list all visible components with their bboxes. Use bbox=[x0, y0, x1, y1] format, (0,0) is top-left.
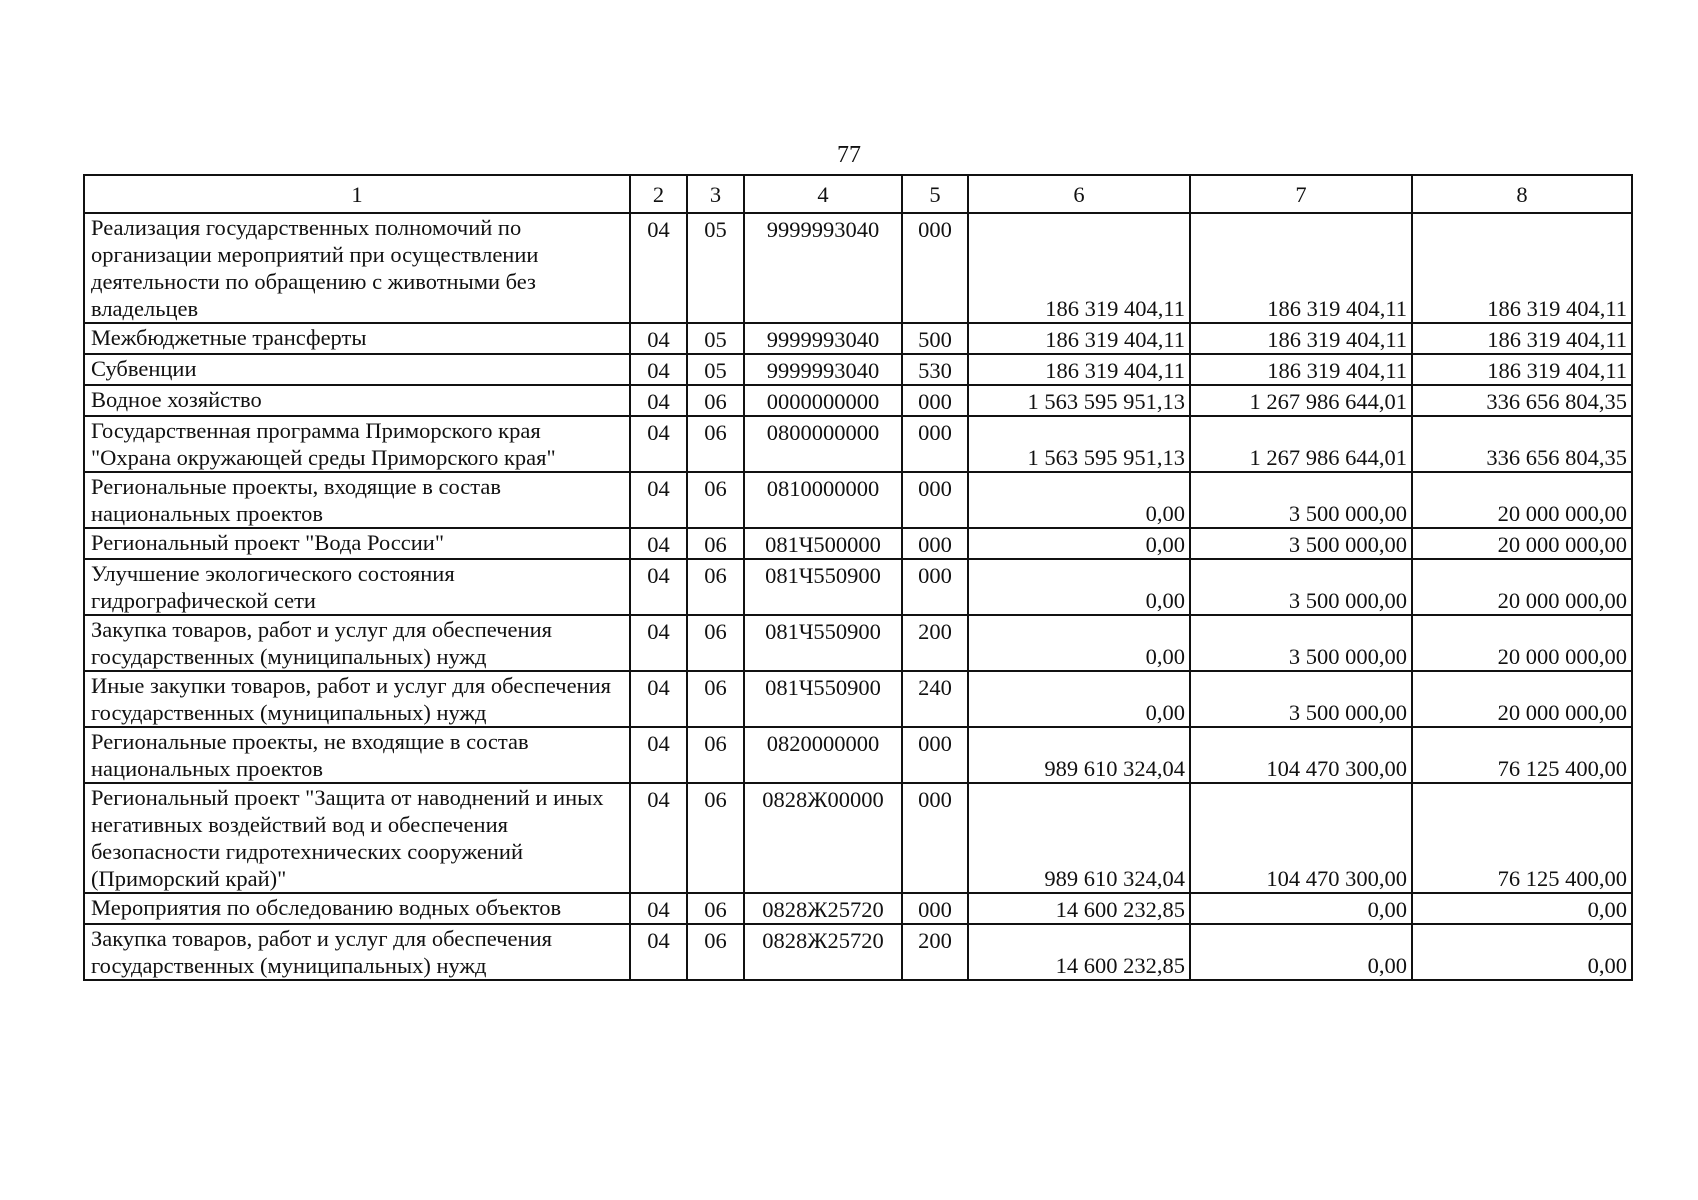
expense-type-code: 000 bbox=[902, 559, 968, 615]
expense-type-code: 240 bbox=[902, 671, 968, 727]
subsection-code: 06 bbox=[687, 893, 744, 924]
subsection-code: 06 bbox=[687, 528, 744, 559]
amount-col-6: 0,00 bbox=[968, 559, 1190, 615]
subsection-code: 05 bbox=[687, 323, 744, 354]
amount-col-6: 1 563 595 951,13 bbox=[968, 385, 1190, 416]
amount-col-6: 0,00 bbox=[968, 671, 1190, 727]
table-row bbox=[84, 559, 1632, 615]
expense-type-code: 530 bbox=[902, 354, 968, 385]
header-row bbox=[84, 175, 1632, 213]
amount-col-8: 20 000 000,00 bbox=[1412, 559, 1632, 615]
amount-col-7: 186 319 404,11 bbox=[1190, 213, 1412, 323]
subsection-code: 06 bbox=[687, 559, 744, 615]
section-code: 04 bbox=[630, 924, 687, 980]
amount-col-6: 0,00 bbox=[968, 472, 1190, 528]
expense-type-code: 000 bbox=[902, 893, 968, 924]
target-code: 081Ч550900 bbox=[744, 671, 902, 727]
target-code: 081Ч550900 bbox=[744, 615, 902, 671]
amount-col-7: 104 470 300,00 bbox=[1190, 727, 1412, 783]
amount-col-7: 3 500 000,00 bbox=[1190, 528, 1412, 559]
section-code: 04 bbox=[630, 323, 687, 354]
target-code: 081Ч550900 bbox=[744, 559, 902, 615]
amount-col-8: 20 000 000,00 bbox=[1412, 671, 1632, 727]
page-number: 77 bbox=[837, 142, 861, 168]
subsection-code: 06 bbox=[687, 671, 744, 727]
amount-col-7: 104 470 300,00 bbox=[1190, 783, 1412, 893]
amount-col-8: 336 656 804,35 bbox=[1412, 416, 1632, 472]
table-row bbox=[84, 472, 1632, 528]
amount-col-7: 3 500 000,00 bbox=[1190, 615, 1412, 671]
expense-type-code: 000 bbox=[902, 783, 968, 893]
amount-col-6: 186 319 404,11 bbox=[968, 323, 1190, 354]
subsection-code: 05 bbox=[687, 354, 744, 385]
expense-type-code: 000 bbox=[902, 385, 968, 416]
expense-type-code: 000 bbox=[902, 727, 968, 783]
row-name: Региональные проекты, входящие в состав национальных проектов bbox=[84, 472, 630, 528]
amount-col-6: 186 319 404,11 bbox=[968, 354, 1190, 385]
section-code: 04 bbox=[630, 385, 687, 416]
amount-col-7: 3 500 000,00 bbox=[1190, 559, 1412, 615]
column-header-2: 2 bbox=[630, 175, 687, 213]
table-row bbox=[84, 783, 1632, 893]
amount-col-7: 1 267 986 644,01 bbox=[1190, 416, 1412, 472]
amount-col-8: 20 000 000,00 bbox=[1412, 615, 1632, 671]
table-row bbox=[84, 893, 1632, 924]
target-code: 0800000000 bbox=[744, 416, 902, 472]
target-code: 0828Ж25720 bbox=[744, 893, 902, 924]
row-name: Закупка товаров, работ и услуг для обеспечения государственных (муниципальных) нужд bbox=[84, 615, 630, 671]
section-code: 04 bbox=[630, 528, 687, 559]
amount-col-8: 20 000 000,00 bbox=[1412, 472, 1632, 528]
amount-col-7: 0,00 bbox=[1190, 893, 1412, 924]
amount-col-6: 186 319 404,11 bbox=[968, 213, 1190, 323]
column-header-3: 3 bbox=[687, 175, 744, 213]
target-code: 9999993040 bbox=[744, 354, 902, 385]
amount-col-6: 0,00 bbox=[968, 615, 1190, 671]
target-code: 081Ч500000 bbox=[744, 528, 902, 559]
amount-col-8: 186 319 404,11 bbox=[1412, 213, 1632, 323]
expense-type-code: 000 bbox=[902, 472, 968, 528]
column-header-4: 4 bbox=[744, 175, 902, 213]
section-code: 04 bbox=[630, 671, 687, 727]
row-name: Реализация государственных полномочий по организации мероприятий при осуществлении деятельности по обращению с животными без владельцев bbox=[84, 213, 630, 323]
target-code: 0810000000 bbox=[744, 472, 902, 528]
amount-col-8: 186 319 404,11 bbox=[1412, 323, 1632, 354]
target-code: 0820000000 bbox=[744, 727, 902, 783]
amount-col-6: 989 610 324,04 bbox=[968, 783, 1190, 893]
section-code: 04 bbox=[630, 893, 687, 924]
table-row bbox=[84, 213, 1632, 323]
amount-col-6: 1 563 595 951,13 bbox=[968, 416, 1190, 472]
section-code: 04 bbox=[630, 416, 687, 472]
amount-col-7: 3 500 000,00 bbox=[1190, 472, 1412, 528]
table-row bbox=[84, 323, 1632, 354]
amount-col-6: 14 600 232,85 bbox=[968, 924, 1190, 980]
expense-type-code: 000 bbox=[902, 416, 968, 472]
section-code: 04 bbox=[630, 213, 687, 323]
target-code: 0000000000 bbox=[744, 385, 902, 416]
subsection-code: 06 bbox=[687, 385, 744, 416]
subsection-code: 06 bbox=[687, 783, 744, 893]
subsection-code: 06 bbox=[687, 472, 744, 528]
target-code: 9999993040 bbox=[744, 323, 902, 354]
subsection-code: 06 bbox=[687, 416, 744, 472]
amount-col-8: 20 000 000,00 bbox=[1412, 528, 1632, 559]
target-code: 9999993040 bbox=[744, 213, 902, 323]
table-row bbox=[84, 385, 1632, 416]
table-row bbox=[84, 671, 1632, 727]
row-name: Региональный проект "Защита от наводнений и иных негативных воздействий вод и обеспечения безопасности гидротехнических сооружений (Приморский край)" bbox=[84, 783, 630, 893]
amount-col-7: 186 319 404,11 bbox=[1190, 323, 1412, 354]
table-row bbox=[84, 615, 1632, 671]
row-name: Водное хозяйство bbox=[84, 385, 630, 416]
expense-type-code: 500 bbox=[902, 323, 968, 354]
expense-type-code: 000 bbox=[902, 213, 968, 323]
section-code: 04 bbox=[630, 472, 687, 528]
expense-type-code: 200 bbox=[902, 924, 968, 980]
column-header-7: 7 bbox=[1190, 175, 1412, 213]
section-code: 04 bbox=[630, 727, 687, 783]
target-code: 0828Ж00000 bbox=[744, 783, 902, 893]
section-code: 04 bbox=[630, 615, 687, 671]
row-name: Улучшение экологического состояния гидрографической сети bbox=[84, 559, 630, 615]
row-name: Закупка товаров, работ и услуг для обеспечения государственных (муниципальных) нужд bbox=[84, 924, 630, 980]
amount-col-8: 336 656 804,35 bbox=[1412, 385, 1632, 416]
amount-col-7: 3 500 000,00 bbox=[1190, 671, 1412, 727]
row-name: Межбюджетные трансферты bbox=[84, 323, 630, 354]
column-header-5: 5 bbox=[902, 175, 968, 213]
row-name: Мероприятия по обследованию водных объектов bbox=[84, 893, 630, 924]
amount-col-7: 0,00 bbox=[1190, 924, 1412, 980]
table-row bbox=[84, 727, 1632, 783]
row-name: Государственная программа Приморского края "Охрана окружающей среды Приморского края" bbox=[84, 416, 630, 472]
column-header-1: 1 bbox=[84, 175, 630, 213]
row-name: Иные закупки товаров, работ и услуг для обеспечения государственных (муниципальных) нужд bbox=[84, 671, 630, 727]
expense-type-code: 000 bbox=[902, 528, 968, 559]
amount-col-8: 0,00 bbox=[1412, 924, 1632, 980]
table-row bbox=[84, 528, 1632, 559]
table-row bbox=[84, 924, 1632, 980]
subsection-code: 05 bbox=[687, 213, 744, 323]
section-code: 04 bbox=[630, 559, 687, 615]
amount-col-8: 76 125 400,00 bbox=[1412, 783, 1632, 893]
row-name: Региональный проект "Вода России" bbox=[84, 528, 630, 559]
section-code: 04 bbox=[630, 783, 687, 893]
table-row bbox=[84, 354, 1632, 385]
subsection-code: 06 bbox=[687, 727, 744, 783]
amount-col-8: 76 125 400,00 bbox=[1412, 727, 1632, 783]
subsection-code: 06 bbox=[687, 615, 744, 671]
amount-col-6: 0,00 bbox=[968, 528, 1190, 559]
amount-col-7: 1 267 986 644,01 bbox=[1190, 385, 1412, 416]
expense-type-code: 200 bbox=[902, 615, 968, 671]
amount-col-6: 989 610 324,04 bbox=[968, 727, 1190, 783]
table-row bbox=[84, 416, 1632, 472]
column-header-8: 8 bbox=[1412, 175, 1632, 213]
section-code: 04 bbox=[630, 354, 687, 385]
amount-col-6: 14 600 232,85 bbox=[968, 893, 1190, 924]
row-name: Субвенции bbox=[84, 354, 630, 385]
amount-col-7: 186 319 404,11 bbox=[1190, 354, 1412, 385]
amount-col-8: 186 319 404,11 bbox=[1412, 354, 1632, 385]
subsection-code: 06 bbox=[687, 924, 744, 980]
target-code: 0828Ж25720 bbox=[744, 924, 902, 980]
amount-col-8: 0,00 bbox=[1412, 893, 1632, 924]
budget-table bbox=[83, 174, 1633, 981]
row-name: Региональные проекты, не входящие в состав национальных проектов bbox=[84, 727, 630, 783]
column-header-6: 6 bbox=[968, 175, 1190, 213]
